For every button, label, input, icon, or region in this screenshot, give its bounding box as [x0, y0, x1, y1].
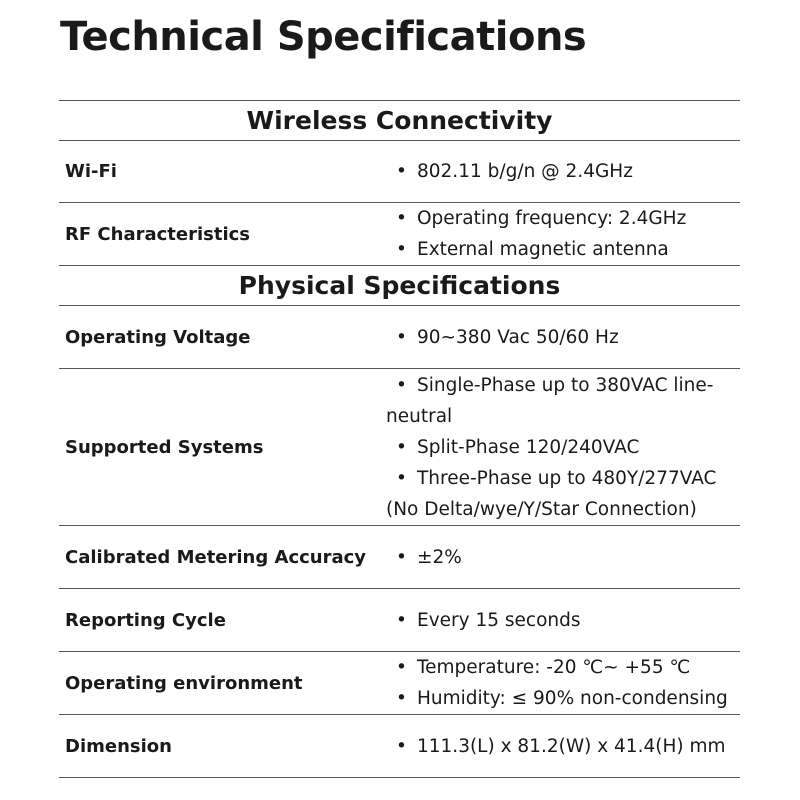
spec-value-line	[386, 401, 740, 432]
spec-row-operating-environment	[59, 652, 740, 715]
page-title: Technical Specifications	[60, 14, 587, 60]
spec-value	[386, 589, 740, 651]
spec-value-line	[386, 234, 740, 265]
spec-row-calibrated-metering-accuracy	[59, 526, 740, 589]
spec-value	[386, 369, 740, 525]
spec-value-line	[386, 432, 740, 463]
bullet-icon: •	[396, 657, 407, 678]
spec-value	[386, 203, 740, 265]
spec-row-wi-fi	[59, 141, 740, 203]
spec-value-line	[386, 370, 740, 401]
spec-value-text: Split-Phase 120/240VAC	[417, 436, 640, 458]
spec-value-line	[386, 605, 740, 636]
section-heading-physical-specifications: Physical Specifications	[59, 266, 740, 306]
spec-value-line	[386, 494, 740, 525]
bullet-icon: •	[396, 374, 407, 396]
spec-value-line	[386, 156, 740, 187]
spec-row-operating-voltage	[59, 306, 740, 369]
spec-value-text: External magnetic antenna	[417, 239, 669, 260]
spec-label: Operating environment	[65, 672, 303, 694]
spec-value-text: Humidity: ≤ 90% non-condensing	[417, 688, 728, 709]
spec-value-text: 802.11 b/g/n @ 2.4GHz	[417, 161, 633, 182]
bullet-icon: •	[396, 688, 407, 709]
bullet-icon: •	[396, 609, 407, 631]
spec-label: Wi-Fi	[65, 161, 117, 182]
spec-row-dimension	[59, 715, 740, 778]
spec-value-line	[386, 683, 740, 714]
spec-value-line	[386, 463, 740, 494]
spec-value-text: (No Delta/wye/Y/Star Connection)	[386, 498, 697, 520]
spec-table	[59, 100, 740, 778]
spec-label: RF Characteristics	[65, 223, 251, 245]
spec-value	[386, 715, 740, 777]
spec-value	[386, 526, 740, 588]
bullet-icon: •	[396, 208, 407, 229]
spec-value-text: neutral	[386, 405, 453, 427]
spec-value-text: 90~380 Vac 50/60 Hz	[417, 326, 619, 348]
spec-value-text: 111.3(L) x 81.2(W) x 41.4(H) mm	[417, 735, 726, 757]
spec-value-line	[386, 731, 740, 762]
spec-value-text: Temperature: -20 ℃~ +55 ℃	[417, 657, 691, 678]
spec-value-line	[386, 542, 740, 573]
bullet-icon: •	[396, 436, 407, 458]
spec-value	[386, 141, 740, 202]
spec-label: Calibrated Metering Accuracy	[65, 546, 367, 568]
spec-label: Dimension	[65, 735, 172, 757]
spec-row-supported-systems	[59, 369, 740, 526]
spec-value	[386, 652, 740, 714]
bullet-icon: •	[396, 326, 407, 348]
bullet-icon: •	[396, 467, 407, 489]
bullet-icon: •	[396, 161, 407, 182]
spec-label: Operating Voltage	[65, 326, 251, 348]
spec-value-line	[386, 322, 740, 353]
bullet-icon: •	[396, 735, 407, 757]
bullet-icon: •	[396, 546, 407, 568]
spec-value-text: Operating frequency: 2.4GHz	[417, 208, 687, 229]
section-heading-wireless-connectivity: Wireless Connectivity	[59, 101, 740, 141]
spec-row-reporting-cycle	[59, 589, 740, 652]
spec-label: Reporting Cycle	[65, 609, 226, 631]
spec-label: Supported Systems	[65, 436, 264, 458]
spec-value-text: Single-Phase up to 380VAC line-	[417, 374, 714, 396]
spec-value	[386, 306, 740, 368]
spec-value-line	[386, 652, 740, 683]
spec-value-line	[386, 203, 740, 234]
spec-row-rf-characteristics	[59, 203, 740, 266]
bullet-icon: •	[396, 239, 407, 260]
spec-value-text: ±2%	[417, 546, 462, 568]
spec-value-text: Three-Phase up to 480Y/277VAC	[417, 467, 717, 489]
spec-value-text: Every 15 seconds	[417, 609, 581, 631]
